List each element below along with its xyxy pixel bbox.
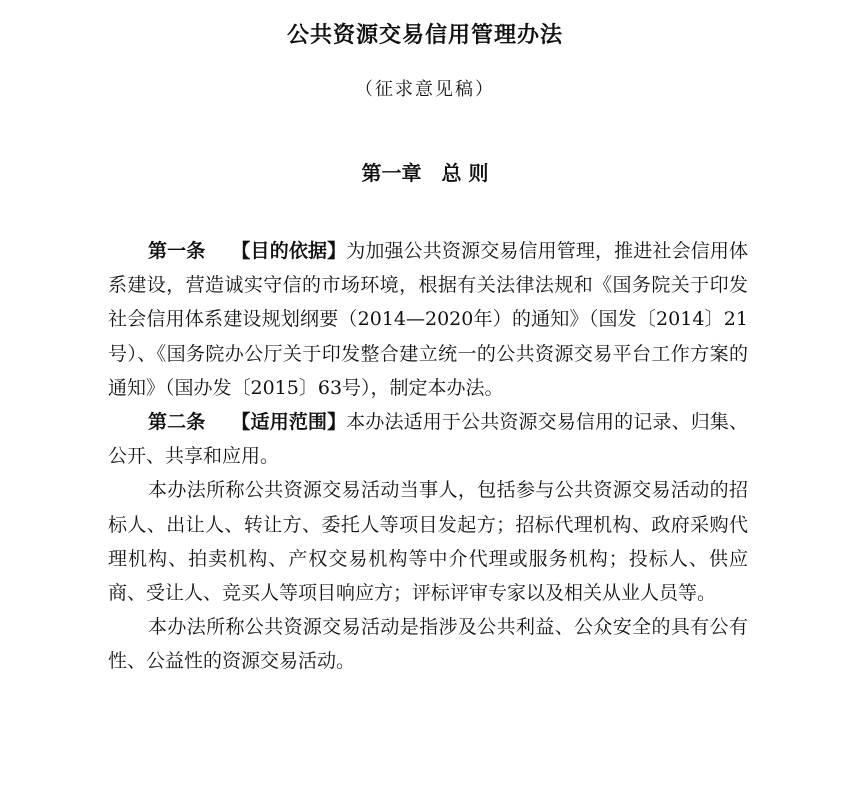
article-1 [108, 234, 748, 405]
paragraph-parties: 本办法所称公共资源交易活动当事人，包括参与公共资源交易活动的招标人、出让人、转让方、委托人等项目发起方；招标代理机构、政府采购代理机构、拍卖机构、产权交易机构等中介代理或服务机构；投标人、供应商、受让人、竞买人等项目响应方；评标评审专家以及相关从业人员等。 [108, 479, 748, 605]
chapter-heading: 第一章 总 则 [361, 161, 489, 185]
article-tag: 【适用范围】 [231, 411, 347, 434]
article-number: 第二条 [148, 411, 206, 434]
article-tag: 【目的依据】 [231, 240, 347, 262]
document-title: 公共资源交易信用管理办法 [286, 23, 563, 48]
document-body [108, 234, 748, 679]
article-text: 为加强公共资源交易信用管理，推进社会信用体系建设，营造诚实守信的市场环境，根据有关法律法规和《国务院关于印发社会信用体系建设规划纲要（2014—2020年）的通知》（国发〔2014〕21号）、《国务院办公厅关于印发整合建立统一的公共资源交易平台工作方案的通知》（国办发〔2015〕63号），制定本办法。 [108, 240, 748, 399]
article-number: 第一条 [148, 240, 206, 262]
article-2 [108, 405, 748, 473]
document-subtitle: （征求意见稿） [355, 79, 495, 100]
article-text: 本办法适用于公共资源交易信用的记录、归集、公开、共享和应用。 [108, 411, 748, 468]
paragraph-activities: 本办法所称公共资源交易活动是指涉及公共利益、公众安全的具有公有性、公益性的资源交易活动。 [108, 616, 748, 673]
